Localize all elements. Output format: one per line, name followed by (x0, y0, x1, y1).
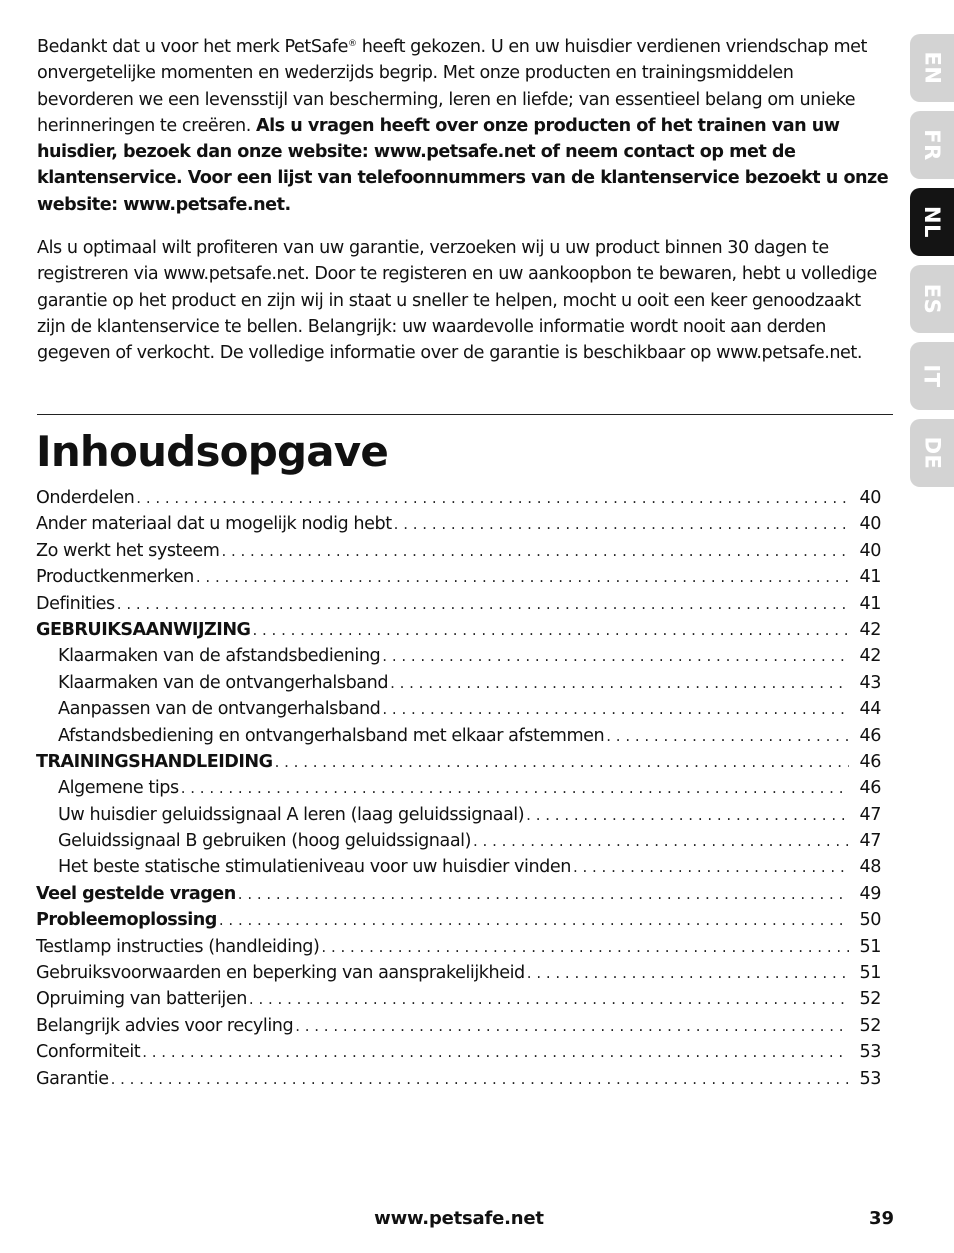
language-tab-label: IT (919, 364, 944, 388)
toc-entry-title: Algemene tips (58, 778, 179, 799)
toc-entry (36, 831, 881, 857)
toc-entry-title: TRAININGSHANDLEIDING (36, 751, 273, 772)
toc-dot-leader (606, 727, 849, 745)
toc-entry (36, 541, 881, 567)
toc-entry (36, 646, 881, 672)
toc-entry (36, 805, 881, 831)
toc-entry-page: 43 (859, 672, 881, 693)
language-tab-en (910, 34, 954, 102)
toc-entry-page: 40 (859, 540, 881, 561)
toc-entry (36, 884, 881, 910)
toc-entry-page: 42 (859, 619, 881, 640)
toc-entry-title: Zo werkt het systeem (36, 540, 220, 561)
intro-section (37, 34, 892, 367)
toc-entry-page: 40 (859, 514, 881, 535)
toc-entry-title: Afstandsbediening en ontvangerhalsband met elkaar afstemmen (58, 725, 605, 746)
language-tab-label: DE (920, 436, 944, 470)
table-of-contents (36, 488, 881, 1095)
language-tab-label: ES (919, 283, 944, 315)
toc-entry (36, 514, 881, 540)
language-tab-label: EN (919, 51, 944, 85)
toc-entry-page: 40 (859, 488, 881, 508)
toc-entry-page: 47 (859, 831, 881, 852)
intro-paragraph-2: Als u optimaal wilt profiteren van uw garantie, verzoeken wij u uw product binnen 30 dagen te registreren via www.petsafe.net. Door te registeren en uw aankoopbon te bewaren, hebt u volledige garantie op het product en zijn wij in staat u sneller te helpen, mocht u ooit een keer genoodzaakt zijn de klantenservice te bellen. Belangrijk: uw waardevolle informatie wordt nooit aan derden gegeven of verkocht. De volledige informatie over de garantie is beschikbaar op www.petsafe.net. (37, 238, 877, 364)
toc-entry-page: 51 (859, 936, 881, 957)
toc-entry-page: 44 (859, 699, 881, 720)
registered-mark: ® (348, 39, 357, 49)
toc-dot-leader (249, 990, 849, 1008)
toc-dot-leader (136, 489, 849, 507)
intro-paragraph-1 (37, 34, 892, 218)
toc-entry-title: GEBRUIKSAANWIJZING (36, 619, 251, 640)
toc-entry-title: Geluidssignaal B gebruiken (hoog geluidssignaal) (58, 831, 472, 852)
toc-dot-leader (196, 568, 849, 586)
language-tab-fr (910, 111, 954, 179)
toc-entry (36, 989, 881, 1015)
toc-entry-page: 52 (859, 1015, 881, 1036)
toc-dot-leader (390, 674, 849, 692)
toc-entry (36, 752, 881, 778)
toc-dot-leader (275, 753, 849, 771)
intro-contact-text: Als u vragen heeft over onze producten of het trainen van uw huisdier, bezoek dan onze website: www.petsafe.net of neem contact op met de klantenservice. Voor een lijst van telefoonnummers van de klantenservice bezoekt u onze website: www.petsafe.net. (37, 115, 889, 215)
footer-url: www.petsafe.net (374, 1208, 544, 1229)
language-tab-it (910, 342, 954, 410)
language-tab-nl (910, 188, 954, 256)
toc-entry (36, 937, 881, 963)
toc-dot-leader (295, 1017, 849, 1035)
toc-entry-page: 41 (859, 593, 881, 614)
toc-entry-title: Veel gestelde vragen (36, 883, 236, 904)
toc-entry (36, 673, 881, 699)
toc-entry-title: Aanpassen van de ontvangerhalsband (58, 699, 381, 720)
toc-dot-leader (111, 1070, 849, 1088)
toc-entry-title: Conformiteit (36, 1042, 141, 1063)
toc-entry-title: Opruiming van batterijen (36, 989, 247, 1010)
language-tab-label: NL (920, 206, 944, 238)
toc-dot-leader (473, 832, 849, 850)
toc-entry (36, 910, 881, 936)
toc-dot-leader (321, 938, 849, 956)
toc-entry-page: 46 (859, 751, 881, 772)
toc-entry-page: 53 (859, 1042, 881, 1063)
page-number: 39 (868, 1208, 894, 1229)
toc-entry-title: Uw huisdier geluidssignaal A leren (laag geluidssignaal) (58, 804, 525, 825)
toc-entry-page: 52 (859, 989, 881, 1010)
language-tabs (910, 34, 954, 496)
section-divider (37, 414, 893, 415)
toc-dot-leader (573, 858, 849, 876)
toc-heading: Inhoudsopgave (36, 427, 389, 476)
toc-entry-title: Belangrijk advies voor recyling (36, 1015, 294, 1036)
toc-entry (36, 488, 881, 514)
toc-dot-leader (181, 779, 849, 797)
toc-entry-title: Testlamp instructies (handleiding) (36, 936, 320, 957)
toc-entry-page: 49 (859, 883, 881, 904)
intro-text-middle: heeft gekozen. U en uw huisdier verdienen vriendschap met onvergetelijke momenten en wederzijds begrip. Met onze producten en trainingsmiddelen bevorderen we een levensstijl van bescherming, leren en liefde; van essentieel belang om unieke herinneringen te creëren. (37, 37, 868, 136)
toc-dot-leader (394, 515, 849, 533)
toc-entry (36, 963, 881, 989)
toc-entry-title: Garantie (36, 1068, 109, 1089)
toc-entry (36, 620, 881, 646)
toc-entry-page: 42 (859, 646, 881, 667)
toc-entry (36, 1042, 881, 1068)
toc-dot-leader (252, 621, 849, 639)
toc-entry-title: Gebruiksvoorwaarden en beperking van aansprakelijkheid (36, 963, 525, 984)
toc-dot-leader (219, 911, 849, 929)
toc-entry (36, 726, 881, 752)
toc-entry-title: Definities (36, 593, 115, 614)
toc-dot-leader (382, 647, 849, 665)
toc-entry (36, 699, 881, 725)
toc-entry-page: 48 (859, 857, 881, 878)
language-tab-es (910, 265, 954, 333)
language-tab-de (910, 419, 954, 487)
intro-text-start: Bedankt dat u voor het merk PetSafe (37, 37, 348, 57)
toc-entry-page: 41 (859, 567, 881, 588)
toc-entry-page: 46 (859, 778, 881, 799)
toc-entry-title: Klaarmaken van de afstandsbediening (58, 646, 381, 667)
toc-dot-leader (527, 964, 849, 982)
toc-entry-page: 51 (859, 963, 881, 984)
toc-dot-leader (221, 542, 849, 560)
toc-entry-page: 50 (859, 910, 881, 931)
language-tab-label: FR (919, 129, 944, 161)
toc-dot-leader (142, 1043, 849, 1061)
toc-entry (36, 1069, 881, 1095)
toc-entry-title: Ander materiaal dat u mogelijk nodig hebt (36, 514, 392, 535)
toc-entry-title: Klaarmaken van de ontvangerhalsband (58, 672, 389, 693)
toc-entry (36, 567, 881, 593)
toc-dot-leader (117, 595, 849, 613)
toc-dot-leader (238, 885, 849, 903)
toc-entry-title: Productkenmerken (36, 567, 194, 588)
toc-dot-leader (526, 806, 849, 824)
toc-entry-title: Het beste statische stimulatieniveau voor uw huisdier vinden (58, 857, 571, 878)
toc-entry (36, 857, 881, 883)
toc-dot-leader (382, 700, 849, 718)
toc-entry (36, 778, 881, 804)
toc-entry-page: 46 (859, 725, 881, 746)
toc-entry-title: Onderdelen (36, 488, 135, 508)
toc-entry-page: 53 (859, 1068, 881, 1089)
toc-entry-title: Probleemoplossing (36, 910, 217, 931)
toc-entry-page: 47 (859, 804, 881, 825)
toc-entry (36, 1016, 881, 1042)
toc-entry (36, 594, 881, 620)
